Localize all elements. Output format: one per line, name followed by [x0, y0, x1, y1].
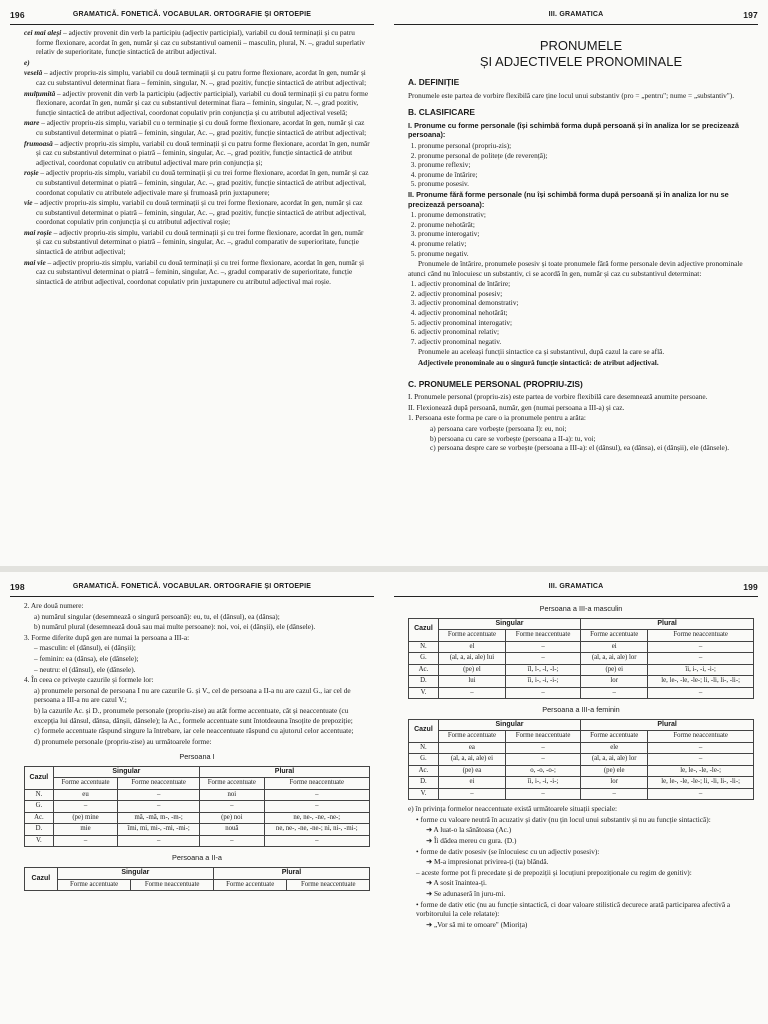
form-cell: ea [438, 742, 505, 754]
form-cell: – [200, 801, 265, 813]
unaccentuated-header: Forme neaccentuate [505, 630, 580, 642]
chapter-body [408, 28, 754, 453]
entry-term: frumoasă [24, 138, 53, 148]
case-cell: V. [25, 835, 54, 847]
form-cell: ei [438, 777, 505, 789]
entry-description: – adjectiv provenit din verb la participiu (adjectiv participial), variabil cu două terminații și cu patru forme flexionare, acordat în gen, număr și caz cu substantivul oamenii – masculin, plural, N. –, gradul superlativ relativ de superioritate, funcție sintactică de atribut adjectival. [36, 28, 365, 57]
form-cell: îl, l-, -l, -l-; [505, 664, 580, 676]
table-row [409, 777, 754, 789]
table-row [25, 824, 370, 836]
entry-term: e) [24, 57, 30, 67]
section-heading: A. DEFINIȚIE [408, 77, 460, 87]
text-line: a) pronumele personal de persoana I nu are cazurile G. și V., cel de persoana a II-a nu are cazul G., iar cel de persoana a III-a nu are cazul V.; [34, 685, 351, 705]
list [408, 141, 754, 189]
text-line: – neutru: el (dânsul), ele (dânsele). [34, 664, 136, 674]
declension-table-persoana-i [24, 766, 370, 848]
plural-header: Plural [213, 868, 369, 880]
analysis-text [24, 28, 370, 287]
form-cell: – [581, 687, 648, 699]
running-title: GRAMATICĂ. FONETICĂ. VOCABULAR. ORTOGRAFIE ȘI ORTOEPIE [72, 583, 312, 590]
header-rule [10, 24, 374, 25]
text-line: b) la cazurile Ac. și D., pronumele personale (propriu-zise) au atât forme accentuate, cât și neaccentuate (cu excepția lui dânsul, dânsa, dânșii, dânsele); la Ac., formele accentuate sunt întotdeauna însoțite de prepoziție; [34, 705, 353, 725]
accentuated-header: Forme accentuate [200, 778, 265, 790]
text-line: a) numărul singular (desemnează o singură persoană): eu, tu, el (dânsul), ea (dânsa); [34, 611, 280, 621]
plural-header: Plural [581, 618, 754, 630]
accentuated-header: Forme accentuate [438, 630, 505, 642]
list-item: b) persoana cu care se vorbește (persoana a II-a): tu, voi; [430, 433, 596, 443]
entry-term: mai roșie [24, 227, 52, 237]
subsection: II. Pronume fără forme personale (nu își schimbă forma după persoană și în analiza lor nu se precizează persoana): [408, 189, 729, 209]
form-cell: – [264, 835, 369, 847]
accentuated-header: Forme accentuate [213, 879, 287, 891]
case-cell: Ac. [409, 765, 439, 777]
accentuated-header: Forme accentuate [438, 731, 505, 743]
page-header [10, 582, 374, 596]
case-cell: V. [409, 687, 439, 699]
form-cell: – [581, 788, 648, 800]
declension-table-feminin [408, 719, 754, 801]
form-cell: ne, ne-, -ne, -ne-; ni, ni-, -mi-; [264, 824, 369, 836]
page-number: 197 [743, 10, 758, 20]
case-cell: D. [25, 824, 54, 836]
table-label: Persoana a III-a masculin [539, 604, 623, 613]
analysis-entry [24, 198, 370, 227]
form-cell: – [505, 742, 580, 754]
form-cell: – [505, 687, 580, 699]
case-header: Cazul [25, 766, 54, 789]
form-cell: – [438, 788, 505, 800]
form-cell: – [118, 801, 200, 813]
page-199 [384, 572, 768, 1024]
entry-term: roșie [24, 168, 39, 178]
list-item: c) persoana despre care se vorbește (persoana a III-a): el (dânsul), ea (dânsa), ei (dânșii), ele (dânsele). [430, 443, 730, 453]
table-row [409, 687, 754, 699]
case-cell: Ac. [409, 664, 439, 676]
list-item: 1. pronume demonstrativ; [418, 210, 754, 220]
form-cell: – [53, 835, 118, 847]
form-cell: – [53, 801, 118, 813]
running-title: GRAMATICĂ. FONETICĂ. VOCABULAR. ORTOGRAFIE ȘI ORTOEPIE [72, 11, 312, 18]
form-cell: lor [581, 676, 648, 688]
text-line: ➜ A luat-o la sănătoasa (Ac.) [426, 825, 512, 835]
form-cell: (pe) el [438, 664, 505, 676]
form-cell: – [264, 789, 369, 801]
text-line: • forme de dativ etic (nu au funcție sintactică, ci doar valoare stilistică decurece arată participarea afectivă a vorbitorului la cele relatate): [416, 899, 731, 919]
case-cell: N. [25, 789, 54, 801]
page-header [394, 10, 758, 24]
form-cell: le, le-, -le, -le-; [648, 765, 754, 777]
unaccentuated-header: Forme neaccentuate [118, 778, 200, 790]
entry-term: cei mai aleși [24, 28, 62, 37]
page-body [24, 600, 370, 895]
entry-description: – adjectiv propriu-zis simplu, variabil cu două terminații și cu trei forme flexionare, acordat în gen, număr și caz cu substantivul determinat o piatră – feminin, singular, Ac. –, grad pozitiv, funcție sintactică de atribut adjectival, coordonat copulativ cu atributele adjectivale mare și frumoasă prin juxtapunere; [36, 168, 369, 197]
case-cell: N. [409, 742, 439, 754]
list-item: 3. adjectiv pronominal demonstrativ; [418, 298, 754, 308]
page-197 [384, 0, 768, 566]
form-cell: nouă [200, 824, 265, 836]
form-cell: (al, a, ai, ale) lui [438, 653, 505, 665]
analysis-entry [24, 68, 370, 87]
list-item: 4. pronume relativ; [418, 239, 754, 249]
accentuated-header: Forme accentuate [53, 778, 118, 790]
form-cell: – [505, 788, 580, 800]
form-cell: – [648, 653, 754, 665]
list-item: 1. pronume personal (propriu-zis); [418, 141, 754, 151]
subsection: I. Pronume cu forme personale (își schimbă forma după persoană și în analiza lor se precizează persoana): [408, 120, 739, 140]
form-cell: – [648, 641, 754, 653]
form-cell: noi [200, 789, 265, 801]
entry-description: – adjectiv propriu-zis simplu, variabil cu două terminații și cu patru forme flexionare, acordat în gen, număr și caz cu substantivul determinat fiara – feminin, singular, N. –, grad pozitiv, funcție sintactică de atribut adjectival; [36, 68, 367, 87]
unaccentuated-header: Forme neaccentuate [648, 630, 754, 642]
form-cell: le, le-, -le, -le-; li, -li, li-, -li-; [648, 676, 754, 688]
case-cell: D. [409, 777, 439, 789]
form-cell: mă, -mă, m-, -m-; [118, 812, 200, 824]
paragraph: I. Pronumele personal (propriu-zis) este partea de vorbire flexibilă care desemnează anumite persoane. [408, 392, 708, 402]
page-number: 199 [743, 582, 758, 592]
form-cell: – [118, 789, 200, 801]
list [408, 279, 754, 346]
list-item: 1. adjectiv pronominal de întărire; [418, 279, 754, 289]
text-line: 4. În ceea ce privește cazurile și formele lor: [24, 675, 154, 685]
accentuated-header: Forme accentuate [57, 879, 131, 891]
text-line: – aceste forme pot fi precedate și de prepoziții și locuțiuni prepoziționale cu regim de genitiv): [416, 867, 692, 877]
paragraph: 1. Persoana este forma pe care o ia pronumele pentru a arăta: [408, 413, 586, 423]
declension-table-masculin [408, 618, 754, 700]
singular-header: Singular [57, 868, 213, 880]
table-row [25, 801, 370, 813]
table-row [409, 754, 754, 766]
table-row [409, 664, 754, 676]
table-row [409, 788, 754, 800]
entry-description: – adjectiv provenit din verb la participiu (adjectiv participial), variabil cu două terminații și cu patru forme flexionare, acordat în gen, număr și caz cu substantivul determinat fiara – feminin, singular, N. –, grad pozitiv, funcție sintactică de atribut adjectival, coordonat copulativ prin conjuncția și cu atributul adjectival veselă; [36, 88, 369, 117]
form-cell: – [648, 742, 754, 754]
entry-description: – adjectiv propriu-zis simplu, variabil cu o terminație și cu două forme flexionare, acordat în gen, număr și caz cu substantivul determinat o piatră – feminin, singular, Ac. –, grad pozitiv, funcție sintactică de atribut adjectival; [36, 118, 367, 137]
section-heading: C. PRONUMELE PERSONAL (PROPRIU-ZIS) [408, 378, 583, 389]
entry-description: – adjectiv propriu-zis simplu, variabil cu două terminații și cu trei forme flexionare, acordat în gen, număr și caz cu substantivul determinat o piatră – feminin, singular, Ac. –, gradul comparativ de superioritate, funcție sintactică de atribut adjectival; [36, 227, 364, 257]
form-cell: lui [438, 676, 505, 688]
text-line: ➜ „Vor să mi te omoare" (Miorița) [426, 919, 528, 929]
text-line: 2. Are două numere: [24, 601, 84, 610]
list-item: 6. adjectiv pronominal relativ; [418, 327, 754, 337]
table-row [25, 835, 370, 847]
page-body [408, 600, 754, 930]
form-cell: – [505, 754, 580, 766]
form-cell: (pe) noi [200, 812, 265, 824]
text-line: e) în privința formelor neaccentuate există următoarele situații speciale: [408, 804, 618, 814]
page-number: 196 [10, 10, 25, 20]
form-cell: (pe) mine [53, 812, 118, 824]
list-item: 4. adjectiv pronominal nehotărât; [418, 308, 754, 318]
list-item: 3. pronume reflexiv; [418, 160, 754, 170]
plural-header: Plural [581, 719, 754, 731]
analysis-entry [24, 258, 370, 287]
form-cell: (pe) ele [581, 765, 648, 777]
form-cell: (pe) ei [581, 664, 648, 676]
list-item: 7. adjectiv pronominal negativ. [418, 337, 754, 347]
list [408, 210, 754, 258]
case-cell: N. [409, 641, 439, 653]
unaccentuated-header: Forme neaccentuate [505, 731, 580, 743]
text-line: d) pronumele personale (propriu-zise) au următoarele forme: [34, 736, 212, 746]
note: Pronumele au aceleași funcții sintactice ca și substantivul, după cazul la care se află. [418, 347, 665, 357]
page-number: 198 [10, 582, 25, 592]
entry-description: – adjectiv propriu-zis simplu, variabil cu două terminații și cu patru forme flexionare, acordat în gen, număr și caz cu substantivul determinat o piatră – feminin, singular, Ac. –, grad pozitiv, funcție sintactică de atribut adjectival, coordonat copulativ cu atributul adjectival mare prin conjuncția și; [36, 138, 370, 167]
page-header [10, 10, 374, 24]
unaccentuated-header: Forme neaccentuate [287, 879, 370, 891]
form-cell: îi, i-, -i, -i-; [648, 664, 754, 676]
singular-header: Singular [438, 618, 580, 630]
table-row [409, 676, 754, 688]
list-item: 2. pronume personal de politețe (de reverență); [418, 151, 754, 161]
case-cell: V. [409, 788, 439, 800]
form-cell: eu [53, 789, 118, 801]
table-row [409, 641, 754, 653]
list [408, 424, 754, 453]
text-line: ➜ Se adunaseră în juru-mi. [426, 888, 506, 898]
note: Adjectivele pronominale au o singură funcție sintactică: de atribut adjectival. [418, 358, 659, 368]
entry-term: mai vie [24, 257, 46, 267]
unaccentuated-header: Forme neaccentuate [131, 879, 213, 891]
form-cell: – [648, 687, 754, 699]
text-lines [24, 601, 370, 746]
section-heading: B. CLASIFICARE [408, 107, 475, 118]
declension-table-persoana-a-ii-a [24, 867, 370, 891]
form-cell: (al, a, ai, ale) ei [438, 754, 505, 766]
case-cell: Ac. [25, 812, 54, 824]
form-cell: o, -o, -o-; [505, 765, 580, 777]
text-line: c) formele accentuate răspund singure la întrebare, iar cele neaccentuate răspund cu ajutorul celor accentuate; [34, 726, 354, 736]
text-line: 3. Forme diferite după gen are numai la persoana a III-a: [24, 632, 190, 642]
list-item: 2. pronume nehotărât; [418, 220, 754, 230]
entry-term: mare [24, 118, 40, 128]
form-cell: – [200, 835, 265, 847]
case-header: Cazul [25, 868, 58, 891]
text-line: • forme de dativ posesiv (se înlocuiesc cu un adjectiv posesiv): [416, 846, 600, 856]
table-label: Persoana I [179, 752, 215, 762]
list-item: 3. pronume interogativ; [418, 229, 754, 239]
case-cell: G. [409, 754, 439, 766]
form-cell: îi, i-, -i, -i-; [505, 676, 580, 688]
unaccentuated-header: Forme neaccentuate [648, 731, 754, 743]
singular-header: Singular [53, 766, 199, 778]
list-item: 5. pronume posesiv. [418, 179, 754, 189]
text-line: ➜ M-a impresionat privirea-ți (ta) blândă. [426, 857, 549, 867]
form-cell: (al, a, ai, ale) lor [581, 754, 648, 766]
form-cell: – [648, 788, 754, 800]
table-label: Persoana a II-a [172, 853, 222, 863]
entry-term: veselă [24, 68, 43, 78]
form-cell: – [648, 754, 754, 766]
plural-header: Plural [200, 766, 370, 778]
header-rule [394, 24, 758, 25]
paragraph: II. Flexionează după persoană, număr, gen (numai persoana a III-a) și caz. [408, 402, 625, 412]
table-row [409, 765, 754, 777]
entry-term: vie [24, 198, 33, 208]
running-title: III. GRAMATICA [548, 11, 604, 18]
form-cell: (al, a, ai, ale) lor [581, 653, 648, 665]
form-cell: – [505, 641, 580, 653]
header-rule [394, 596, 758, 597]
case-cell: G. [409, 653, 439, 665]
analysis-entry [24, 28, 370, 57]
page-198 [0, 572, 384, 1024]
analysis-entry [24, 168, 370, 197]
accentuated-header: Forme accentuate [581, 731, 648, 743]
unaccentuated-header: Forme neaccentuate [264, 778, 369, 790]
text-line: – feminin: ea (dânsa), ele (dânsele); [34, 653, 139, 663]
form-cell: ei [581, 641, 648, 653]
list-item: 5. adjectiv pronominal interogativ; [418, 318, 754, 328]
accentuated-header: Forme accentuate [581, 630, 648, 642]
case-cell: G. [25, 801, 54, 813]
form-cell: (pe) ea [438, 765, 505, 777]
text-lines [408, 804, 754, 929]
table-label: Persoana a III-a feminin [542, 705, 620, 715]
paragraph: Pronumele de întărire, pronumele posesiv și toate pronumele fără forme personale devin adjective pronominale atunci când nu înlocuiesc un substantiv, ci se acordă în gen, număr și caz cu substantivul determinat: [408, 259, 743, 278]
table-row [409, 653, 754, 665]
table-row [409, 742, 754, 754]
page-header [394, 582, 758, 596]
definition: Pronumele este partea de vorbire flexibilă care ține locul unui substantiv (pro = „pentru"; nume = „substantiv"). [408, 90, 735, 100]
form-cell: – [505, 653, 580, 665]
form-cell: – [438, 687, 505, 699]
chapter-title: PRONUMELE ȘI ADJECTIVELE PRONOMINALE [479, 38, 683, 69]
text-line: b) numărul plural (desemnează două sau mai multe persoane): noi, voi, ei (dânșii), ele (dânsele). [34, 622, 316, 632]
analysis-entry [24, 139, 370, 168]
entry-term: mulțumită [24, 88, 56, 98]
form-cell: ne, ne-, -ne, -ne-; [264, 812, 369, 824]
header-rule [10, 596, 374, 597]
form-cell: le, le-, -le, -le-; li, -li, li-, -li-; [648, 777, 754, 789]
text-line: – masculin: el (dânsul), ei (dânșii); [34, 643, 136, 653]
list-item: a) persoana care vorbește (persoana I): eu, noi; [430, 424, 567, 433]
form-cell: ele [581, 742, 648, 754]
form-cell: el [438, 641, 505, 653]
form-cell: – [264, 801, 369, 813]
list-item: 4. pronume de întărire; [418, 170, 754, 180]
form-cell: mie [53, 824, 118, 836]
analysis-entry [24, 58, 370, 68]
running-title: III. GRAMATICA [548, 583, 604, 590]
list-item: 2. adjectiv pronominal posesiv; [418, 289, 754, 299]
case-cell: D. [409, 676, 439, 688]
entry-description: – adjectiv propriu-zis simplu, variabil cu două terminații și cu trei forme flexionare, acordat în gen, număr și caz cu substantivul determinat o piatră – feminin, singular, Ac. –, grad pozitiv, funcție sintactică de atribut adjectival, coordonat copulativ prin conjuncția și cu atributul adjectival roșie; [32, 198, 366, 227]
page-196 [0, 0, 384, 566]
form-cell: lor [581, 777, 648, 789]
analysis-entry [24, 228, 370, 257]
entry-description: – adjectiv propriu-zis simplu, variabil cu două terminații și cu trei forme flexionare, acordat în gen, număr și caz cu substantivul determinat o piatră – feminin, singular, Ac. –, gradul comparativ de superioritate, funcție sintactică de atribut adjectival, coordonat copulativ prin juxtapunere cu atributul adjectival mai roșie. [36, 257, 365, 286]
form-cell: îi, i-, -i, -i-; [505, 777, 580, 789]
analysis-entry [24, 118, 370, 137]
case-header: Cazul [409, 618, 439, 641]
singular-header: Singular [438, 719, 580, 731]
case-header: Cazul [409, 719, 439, 742]
table-row [25, 812, 370, 824]
table-row [25, 789, 370, 801]
text-line: • forme cu valoare neutră în acuzativ și dativ (nu țin locul unui substantiv și nu au funcție sintactică): [416, 814, 711, 824]
list-item: 5. pronume negativ. [418, 249, 754, 259]
text-line: ➜ A sosit înaintea-ți. [426, 878, 487, 888]
form-cell: – [118, 835, 200, 847]
text-line: ➜ Îi dădea mereu cu gura. (D.) [426, 835, 517, 845]
analysis-entry [24, 89, 370, 118]
form-cell: îmi, mi, mi-, -mi, -mi-; [118, 824, 200, 836]
